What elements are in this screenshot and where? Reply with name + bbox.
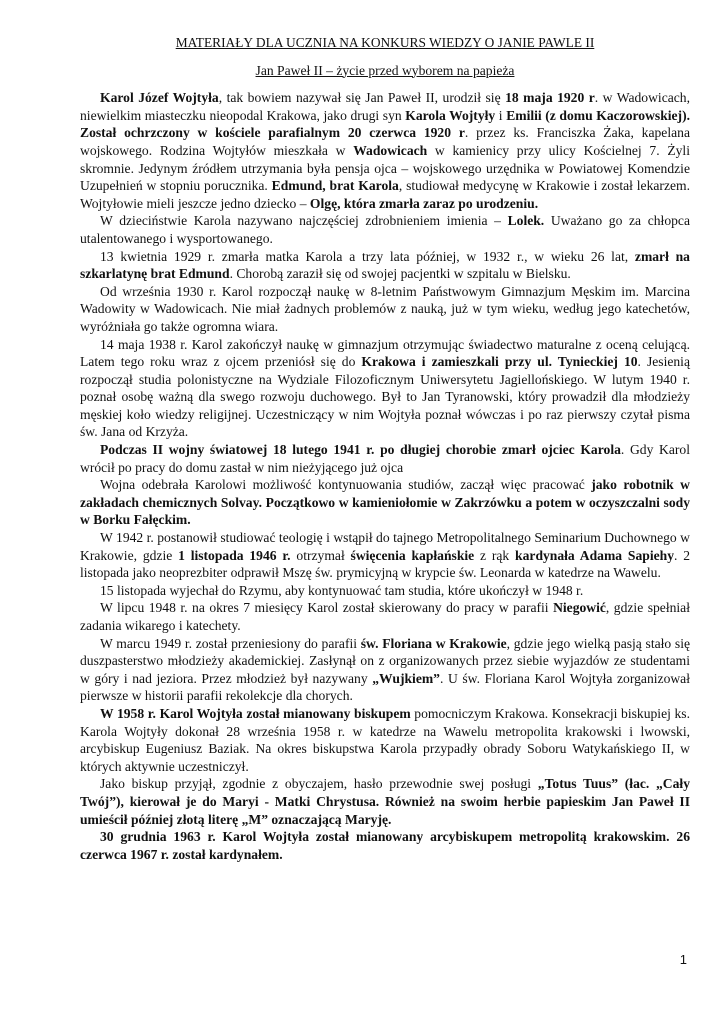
- text-run: 13 kwietnia 1929 r. zmarła matka Karola a trzy lata później, w 1932 r., w wieku 26 lat,: [100, 248, 635, 264]
- text-run: w kamienicy przy ulicy Kościelnej 7. Żyli skromnie. Jedynym źródłem utrzymania była pensja ojca – wojskowego urzędnika w Powiatowej Komendzie Uzupełnień w stopniu porucznika.: [80, 142, 690, 194]
- text-run: , tak bowiem nazywał się Jan Paweł II, urodził się: [218, 90, 506, 106]
- document-page: [80, 34, 690, 863]
- text-run: W dzieciństwie Karola nazywano najczęściej zdrobnieniem imienia –: [100, 213, 508, 229]
- page-number: 1: [679, 952, 687, 967]
- document-title: MATERIAŁY DLA UCZNIA NA KONKURS WIEDZY O JANIE PAWLE II: [175, 35, 595, 50]
- bold-text: 1 listopada 1946 r.: [178, 547, 291, 563]
- paragraph: [80, 635, 690, 705]
- text-run: Jako biskup przyjął, zgodnie z obyczajem, hasło przewodnie swej posługi: [100, 776, 538, 792]
- text-run: . 2 listopada jako neoprezbiter odprawił Mszę św. prymicyjną w krypcie św. Leonarda w katedrze na Wawelu.: [80, 547, 691, 581]
- bold-text: św. Floriana w Krakowie: [360, 635, 507, 651]
- paragraph: [80, 441, 690, 476]
- text-run: z rąk: [474, 547, 516, 563]
- bold-text: jako robotnik w zakładach chemicznych Solvay. Początkowo w kamieniołomie w Zakrzówku a potem w oczyszczalni sody w Borku Fałęckim.: [80, 477, 690, 528]
- paragraph: [80, 705, 690, 775]
- document-subtitle: Jan Paweł II – życie przed wyborem na papieża: [255, 62, 515, 78]
- text-run: W lipcu 1948 r. na okres 7 miesięcy Karol został skierowany do pracy w parafii: [100, 600, 554, 616]
- paragraph: [80, 599, 690, 634]
- text-run: . Chorobą zaraził się od swojej pacjentki w szpitalu w Bielsku.: [229, 266, 571, 282]
- bold-text: 18 maja 1920 r: [505, 90, 595, 106]
- bold-text: Edmund, brat Karola: [271, 178, 399, 194]
- text-run: . U św. Floriana Karol Wojtyła zorganizował pierwsze w historii parafii rekolekcje dla chorych.: [80, 670, 690, 704]
- paragraph: [80, 476, 690, 529]
- bold-text: Lolek.: [507, 213, 545, 229]
- text-run: . Jesienią rozpoczął studia polonistyczne na Wydziale Filozoficznym Uniwersytetu Jagiellońskiego. W lutym 1940 r. poznał osobę ważną dla swego rozwoju duchowego. Był to Jan Tyranowski, który prowadził dla młodzieży męskiej koło wiedzy religijnej. Uczestniczący w nim Wojtyła poznał wówczas i po raz pierwszy czytał pisma św. Jana od Krzyża.: [80, 354, 690, 440]
- paragraph: [80, 828, 690, 863]
- document-body: [80, 89, 690, 863]
- text-run: . w Wadowicach, niewielkim miasteczku nieopodal Krakowa, jako drugi syn: [80, 90, 690, 123]
- text-run: W marcu 1949 r. został przeniesiony do parafii: [100, 635, 361, 651]
- bold-text: Emilii (z domu Kaczorowskiej). Został ochrzczony w kościele parafialnym 20 czerwca 1920 r: [80, 107, 691, 141]
- paragraph: [80, 529, 690, 582]
- paragraph: [80, 89, 690, 212]
- bold-text: Wadowicach: [353, 142, 428, 158]
- bold-text: Krakowa i zamieszkali przy ul. Tynieckiej 10: [361, 354, 638, 370]
- text-run: W 1942 r. postanowił studiować teologię i wstąpił do tajnego Metropolitalnego Seminarium Duchownego w Krakowie, gdzie: [80, 530, 690, 563]
- text-run: , studiował medycynę w Krakowie i został lekarzem. Wojtyłowie mieli jeszcze jedno dziecko –: [80, 178, 690, 211]
- text-run: otrzymał: [290, 547, 351, 563]
- paragraph: [80, 775, 690, 828]
- text-run: , gdzie spełniał zadania wikarego i katechety.: [80, 600, 690, 633]
- text-run: , gdzie jego wielką pasją stało się duszpasterstwo młodzieży akademickiej. Zasłynął on z organizowanych przez siebie wyjazdów ze studentami w góry i nad jeziora. Przez młodzież był nazywany: [80, 635, 691, 686]
- text-run: . przez ks. Franciszka Żaka, kapelana wojskowego. Rodzina Wojtyłów mieszkała w: [80, 125, 690, 158]
- paragraph: [80, 283, 690, 336]
- bold-text: „Totus Tuus” (łac. „Cały Twój”), kierował je do Maryi - Matki Chrystusa. Również na swoim herbie papieskim Jan Paweł II umieścił później złotą literę „M” oznaczającą Maryję.: [80, 776, 690, 827]
- bold-text: Podczas II wojny światowej 18 lutego 1941 r. po długiej chorobie zmarł ojciec Karola: [100, 442, 621, 458]
- paragraph: [80, 336, 690, 442]
- text-run: . Gdy Karol wrócił po pracy do domu zastał w nim nieżyjącego już ojca: [80, 442, 690, 475]
- text-run: 14 maja 1938 r. Karol zakończył naukę w gimnazjum otrzymując świadectwo maturalne z oceną celującą. Latem tego roku wraz z ojcem przeniósł się do: [80, 336, 690, 370]
- bold-text: W 1958 r. Karol Wojtyła został mianowany biskupem: [100, 705, 411, 721]
- text-run: i: [495, 107, 507, 123]
- paragraph: [80, 248, 690, 283]
- bold-text: kardynała Adama Sapiehy: [515, 547, 674, 563]
- text-run: Od września 1930 r. Karol rozpoczął naukę w 8-letnim Państwowym Gimnazjum Męskim im. Marcina Wadowity w Wadowicach. Nie miał żadnych problemów z nauką, już w tym wieku, według jego katechetów, wyróżniała go także ogromna wiara.: [80, 283, 690, 334]
- paragraph: [80, 582, 690, 600]
- bold-text: zmarł na szkarlatynę brat Edmund: [80, 248, 690, 282]
- bold-text: Olgę, która zmarła zaraz po urodzeniu.: [309, 195, 539, 211]
- text-run: Uważano go za chłopca utalentowanego i wysportowanego.: [80, 213, 690, 246]
- bold-text: święcenia kapłańskie: [350, 547, 475, 563]
- bold-text: 30 grudnia 1963 r. Karol Wojtyła został mianowany arcybiskupem metropolitą krakowskim. 26 czerwca 1967 r. został kardynałem.: [80, 829, 690, 862]
- paragraph: [80, 212, 690, 247]
- bold-text: Karola Wojtyły: [405, 107, 496, 123]
- text-run: Wojna odebrała Karolowi możliwość kontynuowania studiów, zaczął więc pracować: [100, 477, 592, 493]
- bold-text: „Wujkiem”: [372, 670, 440, 686]
- bold-text: Karol Józef Wojtyła: [100, 90, 219, 106]
- bold-text: Niegowić: [553, 600, 606, 616]
- text-run: 15 listopada wyjechał do Rzymu, aby kontynuować tam studia, które ukończył w 1948 r.: [100, 582, 584, 598]
- text-run: pomocniczym Krakowa. Konsekracji biskupiej ks. Karola Wojtyły dokonał 28 września 1958 r. w katedrze na Wawelu metropolita krakowski i lwowski, arcybiskup Eugeniusz Baziak. Na okres biskupstwa Karola przypadły obrady Soboru Watykańskiego II, w których aktywnie uczestniczył.: [80, 705, 690, 774]
